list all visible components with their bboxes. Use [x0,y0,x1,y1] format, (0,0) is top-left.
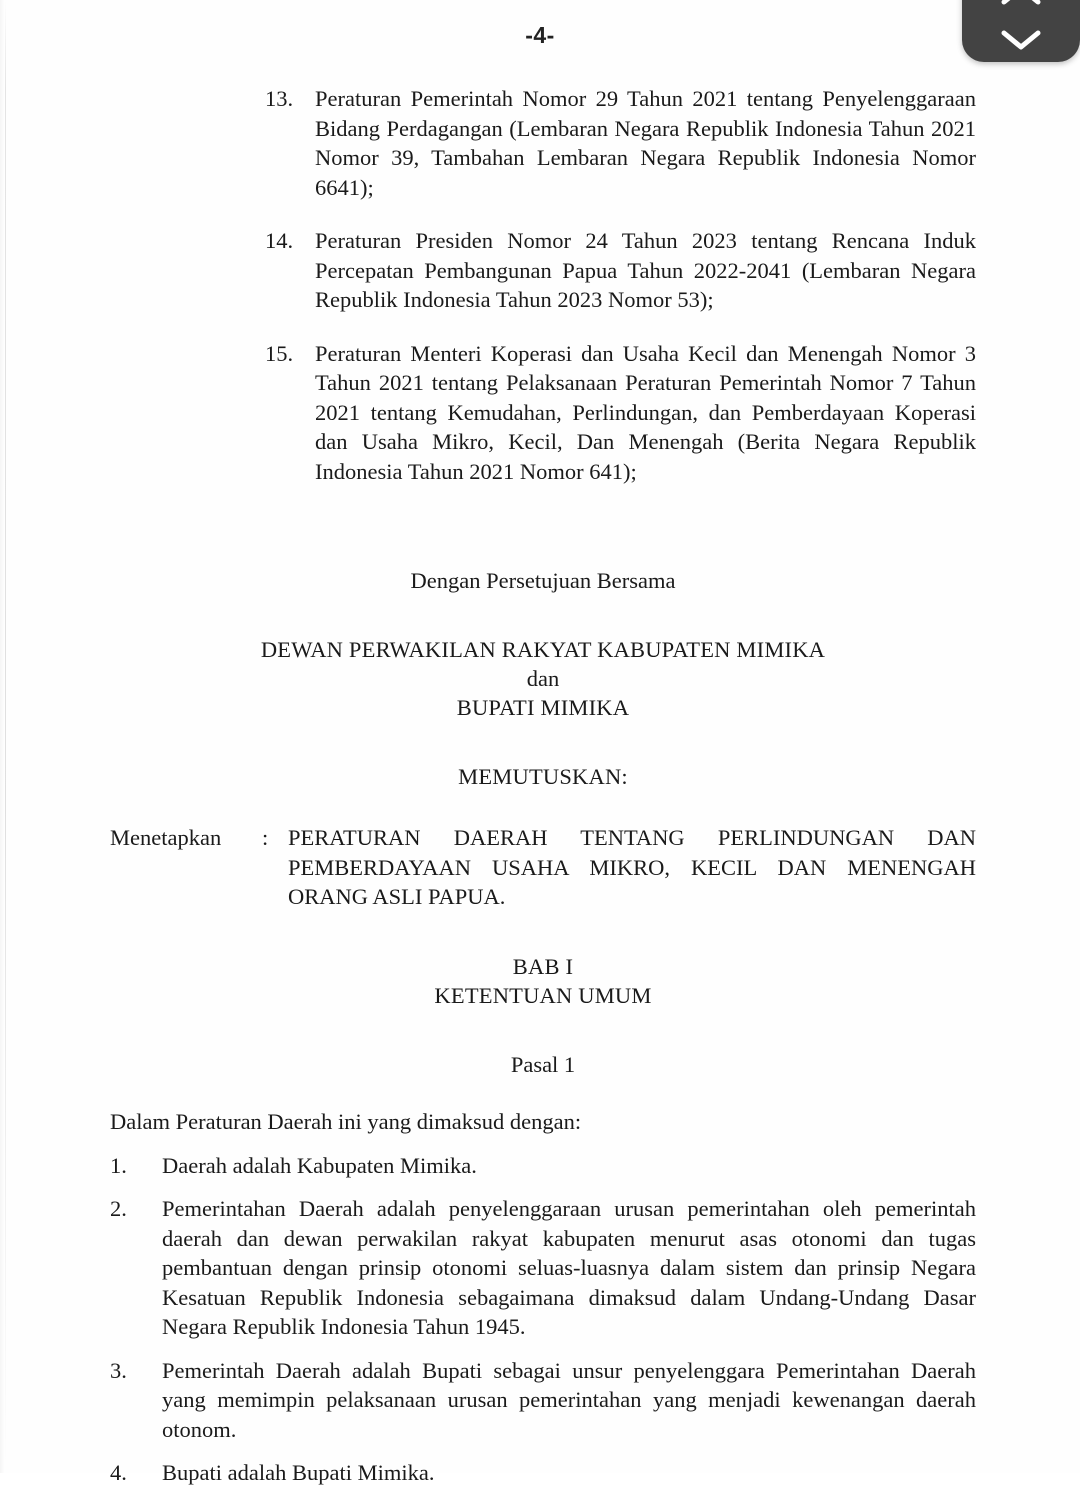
agreement-conjunction: dan [526,666,560,691]
agreement-party-dprd: DEWAN PERWAKILAN RAKYAT KABUPATEN MIMIKA [260,637,826,662]
list-item [265,339,976,487]
menetapkan-row [110,823,976,912]
list-item-text: Pemerintahan Daerah adalah penyelenggaraan urusan pemerintahan oleh pemerintah daerah dan dewan perwakilan rakyat kabupaten menurut asas otonomi dan tugas pembantuan dengan prinsip otonomi seluas-luasnya dalam sistem dan prinsip Negara Kesatuan Republik Indonesia sebagaimana dimaksud dalam Undang-Undang Dasar Negara Republik Indonesia Tahun 1945. [162,1196,976,1339]
spacer [110,1079,976,1107]
document-body [110,84,976,1502]
list-item [110,1194,976,1342]
list-item [110,1151,976,1181]
list-item-number: 1. [110,1152,127,1178]
spacer [110,510,976,566]
menetapkan-colon: : [262,825,269,850]
list-item-text: Bupati adalah Bupati Mimika. [162,1460,435,1485]
list-item-number: 14. [265,228,294,253]
list-item-text: Pemerintah Daerah adalah Bupati sebagai unsur penyelenggara Pemerintahan Daerah yang memimpin pelaksanaan urusan pemerintahan yang menjadi kewenangan daerah otonom. [162,1357,976,1442]
list-item [265,226,976,315]
list-item [110,1356,976,1445]
list-item-text: Daerah adalah Kabupaten Mimika. [162,1152,477,1178]
page-number: -4- [525,22,555,48]
menetapkan-label: Menetapkan [110,825,222,850]
chapter-label: BAB I [512,953,574,979]
spacer [110,791,976,819]
list-item-text: Peraturan Menteri Koperasi dan Usaha Kecil dan Menengah Nomor 3 Tahun 2021 tentang Pelaksanaan Peraturan Pemerintah Nomor 7 Tahun 2021 tentang Kemudahan, Perlindungan, dan Pemberdayaan Koperasi dan Usaha Mikro, Kecil, Dan Menengah (Berita Negara Republik Indonesia Tahun 2021 Nomor 641); [315,340,976,484]
spacer [110,912,976,952]
scroll-navigation-control[interactable] [962,0,1080,62]
list-item-number: 3. [110,1357,127,1383]
page-edge-line [5,0,6,1473]
agreement-heading: Dengan Persetujuan Bersama [410,568,676,593]
pasal-lead-text: Dalam Peraturan Daerah ini yang dimaksud dengan: [110,1108,582,1134]
decision-heading: MEMUTUSKAN: [458,764,628,789]
spacer [110,722,976,762]
chapter-title: KETENTUAN UMUM [434,982,652,1008]
considerans-list [265,84,976,486]
list-item [265,84,976,202]
chevron-up-icon[interactable] [998,0,1044,10]
list-item-text: Peraturan Pemerintah Nomor 29 Tahun 2021 tentang Penyelenggaraan Bidang Perdagangan (Lembaran Negara Republik Indonesia Tahun 2021 Nomor 39, Tambahan Lembaran Negara Republik Indonesia Nomor 6641); [315,86,976,200]
list-item-number: 4. [110,1460,127,1485]
spacer [110,595,976,635]
list-item-number: 2. [110,1196,127,1221]
spacer [110,1010,976,1050]
pasal-heading: Pasal 1 [510,1051,576,1077]
list-item-text: Peraturan Presiden Nomor 24 Tahun 2023 tentang Rencana Induk Percepatan Pembangunan Papua Tahun 2022-2041 (Lembaran Negara Republik Indonesia Tahun 2023 Nomor 53); [315,228,976,312]
list-item-number: 13. [265,86,294,111]
list-item-number: 15. [265,340,294,366]
chevron-down-icon[interactable] [998,24,1044,54]
agreement-party-bupati: BUPATI MIMIKA [456,695,630,720]
menetapkan-text: PERATURAN DAERAH TENTANG PERLINDUNGAN DAN PEMBERDAYAAN USAHA MIKRO, KECIL DAN MENENGAH ORANG ASLI PAPUA. [288,825,976,909]
